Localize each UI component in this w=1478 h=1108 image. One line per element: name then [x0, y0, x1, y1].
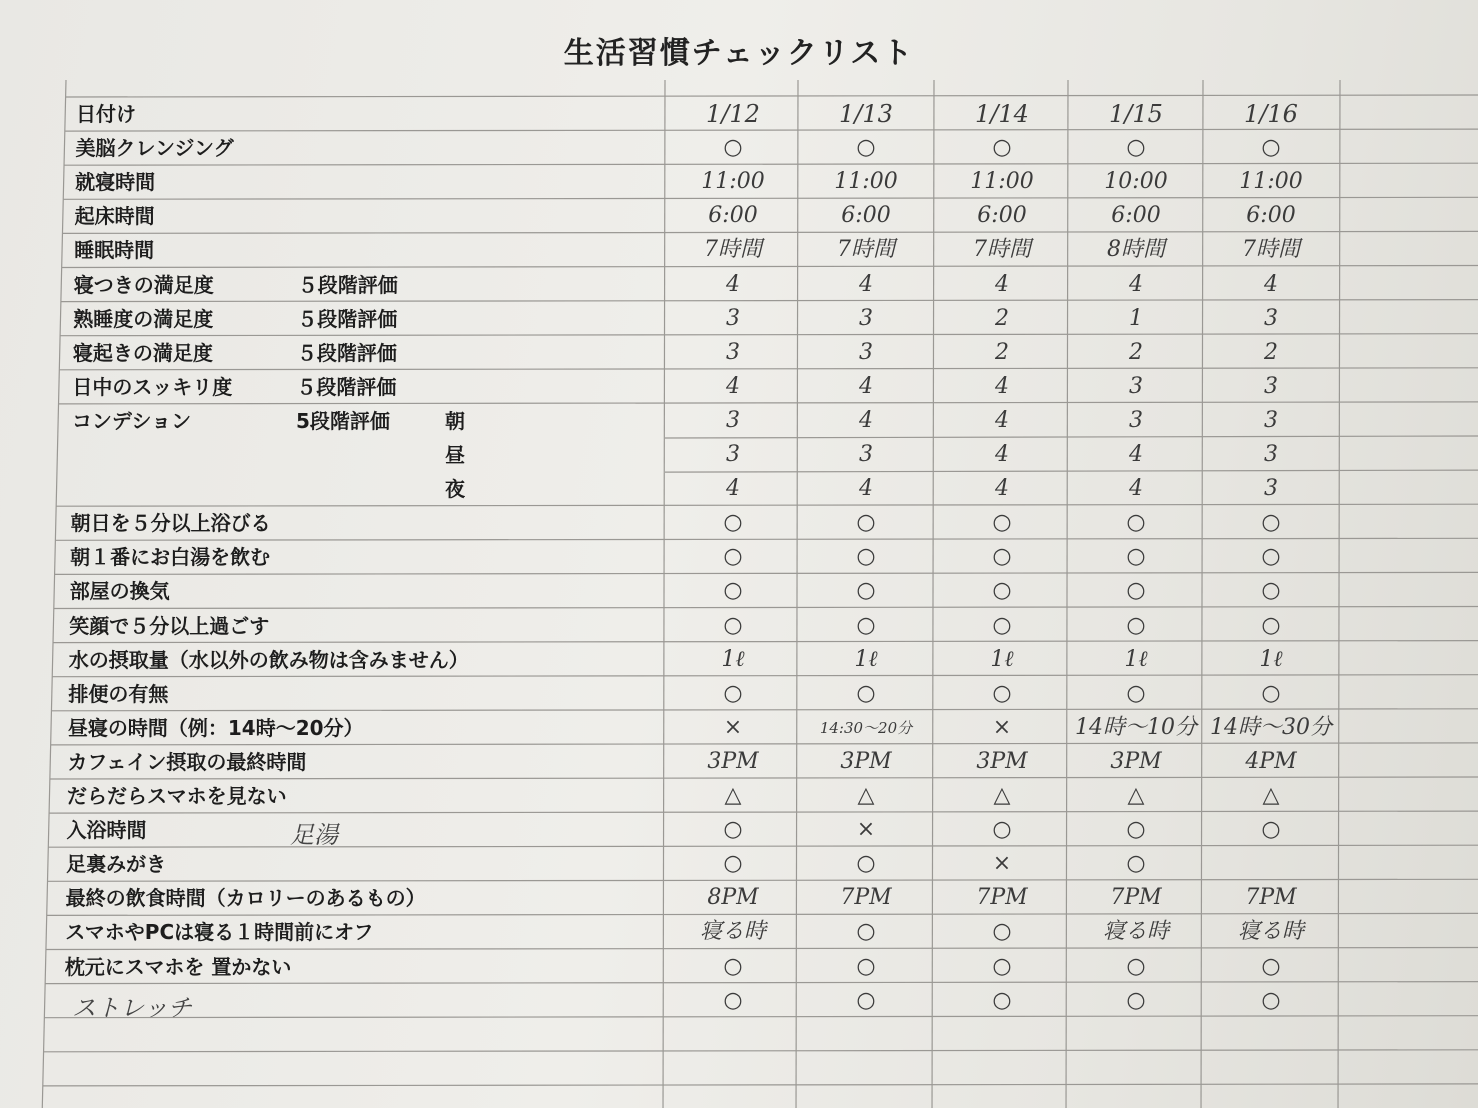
row-label: 昼寝の時間（例：14時〜20分）	[67, 715, 364, 740]
cell-day-3: ○	[992, 612, 1012, 638]
table-row	[0, 881, 1478, 915]
cell-day-3: 11:00	[970, 169, 1034, 195]
cell-day-5: ○	[1261, 817, 1281, 843]
row-label: 部屋の換気	[69, 579, 170, 604]
cell-day-2: ○	[856, 544, 876, 570]
row-label: カフェイン摂取の最終時間	[67, 749, 307, 774]
cell-day-1: 7時間	[704, 237, 762, 263]
cell-day-3: ○	[992, 817, 1012, 843]
cell-day-4: 寝る時	[1102, 919, 1169, 945]
row-label: 美脳クレンジング	[75, 136, 234, 161]
cell-day-1: ○	[723, 612, 743, 638]
cell-day-5: 1/16	[1244, 100, 1298, 128]
table-row	[0, 268, 1478, 302]
cell-day-5: 3	[1264, 373, 1278, 399]
row-label: 朝１番にお白湯を飲む	[70, 545, 271, 570]
cell-day-5: ○	[1261, 510, 1281, 536]
grid-row-line	[44, 1050, 1478, 1052]
cell-day-1: △	[724, 783, 742, 808]
table-row	[0, 984, 1478, 1018]
cell-day-2: 6:00	[841, 203, 891, 229]
table-row	[0, 472, 1478, 506]
cell-day-4: 4	[1129, 442, 1143, 467]
cell-day-3: ○	[992, 510, 1012, 536]
cell-day-3: 1ℓ	[990, 646, 1014, 672]
cell-day-4: ○	[1126, 851, 1146, 877]
cell-day-2: ○	[856, 987, 876, 1013]
cell-day-2: 14:30〜20分	[819, 718, 913, 737]
cell-day-4: 1	[1129, 305, 1143, 331]
cell-day-4: ○	[1126, 135, 1146, 161]
cell-day-1: ○	[723, 987, 743, 1013]
cell-day-3: 7PM	[976, 885, 1028, 911]
cell-day-4: 4	[1129, 476, 1143, 502]
bath-note-handwritten: 足湯	[290, 821, 338, 850]
table-row	[0, 438, 1478, 472]
cell-day-2: 3	[859, 339, 873, 365]
cell-day-5: △	[1262, 783, 1280, 808]
table-row	[0, 199, 1478, 233]
row-label: 水の摂取量（水以外の飲み物は含みません）	[68, 647, 469, 672]
cell-day-1: ○	[723, 851, 743, 877]
rating-scale-label: ５段階評価	[296, 340, 397, 365]
cell-day-1: ○	[723, 953, 743, 979]
cell-day-5: ○	[1261, 612, 1281, 638]
cell-day-2: 3	[859, 442, 873, 467]
cell-day-1: 4	[726, 373, 740, 399]
cell-day-3: 1/14	[975, 100, 1029, 128]
cell-day-1: 4	[726, 476, 740, 502]
table-row	[0, 950, 1478, 984]
table-row	[0, 915, 1478, 949]
cell-day-5: ○	[1261, 680, 1281, 706]
cell-day-2: ○	[856, 680, 876, 706]
table-row	[0, 677, 1478, 711]
cell-day-2: ○	[856, 135, 876, 161]
row-label: 寝つきの満足度	[73, 272, 214, 297]
time-of-day-label: 昼	[445, 443, 465, 467]
row-label: 朝日を５分以上浴びる	[70, 511, 271, 536]
cell-day-1: 1/12	[706, 100, 760, 128]
row-label: コンデション	[71, 408, 192, 433]
cell-day-2: ○	[856, 612, 876, 638]
table-row	[0, 711, 1478, 745]
cell-day-4: 2	[1129, 339, 1143, 365]
cell-day-5: ○	[1261, 578, 1281, 604]
table-row	[0, 404, 1478, 438]
page-title: 生活習慣チェックリスト	[563, 36, 915, 71]
table-row	[0, 506, 1478, 540]
table-row	[0, 540, 1478, 574]
cell-day-4: 3PM	[1110, 748, 1162, 774]
row-label: 排便の有無	[68, 681, 169, 706]
cell-day-1: ○	[723, 544, 743, 570]
cell-day-3: 4	[995, 476, 1009, 502]
cell-day-2: 1ℓ	[854, 646, 878, 672]
cell-day-1: ○	[723, 578, 743, 604]
cell-day-2: 11:00	[834, 169, 898, 195]
cell-day-3: △	[993, 783, 1011, 808]
rating-scale-label: 5段階評価	[295, 408, 390, 433]
row-label: 最終の飲食時間（カロリーのあるもの）	[65, 886, 426, 911]
cell-day-3: 7時間	[973, 237, 1031, 263]
row-label: 就寝時間	[75, 170, 156, 195]
cell-day-2: ○	[856, 919, 876, 945]
cell-day-3: ○	[992, 987, 1012, 1013]
cell-day-3: ×	[992, 714, 1012, 740]
cell-day-4: ○	[1126, 544, 1146, 570]
cell-day-1: ○	[723, 817, 743, 843]
cell-day-4: 4	[1129, 271, 1143, 297]
cell-day-1: 3	[726, 442, 740, 467]
table-row	[0, 233, 1478, 267]
cell-day-2: 4	[859, 407, 873, 433]
cell-day-4: 3	[1129, 407, 1143, 433]
table-row	[0, 336, 1478, 370]
table-row	[0, 609, 1478, 643]
table-row	[0, 847, 1478, 881]
cell-day-1: ×	[723, 714, 743, 740]
cell-day-2: 4	[859, 271, 873, 297]
cell-day-4: ○	[1126, 680, 1146, 706]
cell-day-4: ○	[1126, 817, 1146, 843]
cell-day-2: ×	[856, 817, 876, 843]
cell-day-5: 寝る時	[1237, 919, 1304, 945]
cell-day-5: ○	[1261, 987, 1281, 1013]
cell-day-5: ○	[1261, 953, 1281, 979]
cell-day-1: ○	[723, 510, 743, 536]
cell-day-3: 4	[995, 271, 1009, 297]
cell-day-2: 1/13	[839, 100, 893, 128]
cell-day-5: 3	[1264, 407, 1278, 433]
stretch-label-handwritten: ストレッチ	[72, 993, 192, 1022]
cell-day-1: 6:00	[708, 203, 758, 229]
cell-day-1: ○	[723, 680, 743, 706]
row-label: 日付け	[76, 102, 136, 126]
row-label: 熟睡度の満足度	[73, 306, 214, 331]
cell-day-3: 6:00	[977, 203, 1027, 229]
cell-day-4: ○	[1126, 510, 1146, 536]
cell-day-5: 3	[1264, 476, 1278, 502]
table-row	[0, 165, 1478, 199]
cell-day-3: ○	[992, 544, 1012, 570]
cell-day-1: 寝る時	[699, 919, 766, 945]
table-row	[0, 97, 1478, 131]
cell-day-3: 2	[995, 305, 1009, 331]
cell-day-5: 11:00	[1239, 169, 1303, 195]
row-label: 睡眠時間	[74, 238, 155, 263]
table-row	[0, 745, 1478, 779]
rating-scale-label: ５段階評価	[297, 306, 398, 331]
cell-day-2: △	[857, 783, 875, 808]
cell-day-4: 3	[1129, 373, 1143, 399]
cell-day-2: 7時間	[837, 237, 895, 263]
cell-day-4: ○	[1126, 987, 1146, 1013]
row-label: 枕元にスマホを 置かない	[64, 954, 292, 979]
cell-day-4: 1ℓ	[1124, 646, 1148, 672]
cell-day-5: 3	[1264, 305, 1278, 331]
cell-day-5: 6:00	[1246, 203, 1296, 229]
cell-day-1: 3PM	[707, 748, 759, 774]
cell-day-2: ○	[856, 953, 876, 979]
row-label: 起床時間	[74, 204, 155, 229]
row-label: 寝起きの満足度	[72, 340, 213, 365]
cell-day-2: 4	[859, 373, 873, 399]
row-label: だらだらスマホを見ない	[67, 784, 287, 808]
table-row	[0, 302, 1478, 336]
cell-day-1: 1ℓ	[721, 646, 745, 672]
cell-day-3: ○	[992, 953, 1012, 979]
cell-day-5: 4PM	[1245, 748, 1297, 774]
cell-day-5: 7PM	[1245, 885, 1297, 911]
cell-day-3: ○	[992, 680, 1012, 706]
cell-day-5: 14時〜30分	[1210, 714, 1332, 740]
cell-day-2: 3PM	[840, 748, 892, 774]
cell-day-2: ○	[856, 851, 876, 877]
cell-day-5: 4	[1264, 271, 1278, 297]
cell-day-5: 7時間	[1242, 237, 1300, 263]
cell-day-4: 8時間	[1107, 237, 1165, 263]
time-of-day-label: 朝	[445, 408, 465, 433]
cell-day-4: 14時〜10分	[1075, 714, 1197, 740]
cell-day-4: ○	[1126, 953, 1146, 979]
table-row	[0, 813, 1478, 847]
cell-day-2: 7PM	[840, 885, 892, 911]
rating-scale-label: ５段階評価	[296, 374, 397, 399]
cell-day-4: ○	[1126, 578, 1146, 604]
cell-day-1: 8PM	[707, 885, 759, 911]
cell-day-4: △	[1127, 783, 1145, 808]
cell-day-3: 4	[995, 373, 1009, 399]
rating-scale-label: ５段階評価	[297, 272, 398, 297]
cell-day-3: 4	[995, 442, 1009, 467]
cell-day-2: ○	[856, 510, 876, 536]
cell-day-3: 2	[995, 339, 1009, 365]
table-row	[0, 370, 1478, 404]
cell-day-3: 3PM	[976, 748, 1028, 774]
grid-row-line	[43, 1084, 1478, 1086]
cell-day-4: 7PM	[1110, 885, 1162, 911]
cell-day-2: 3	[859, 305, 873, 331]
cell-day-1: 3	[726, 407, 740, 433]
table-row	[0, 574, 1478, 608]
cell-day-5: 2	[1264, 339, 1278, 365]
cell-day-3: 4	[995, 407, 1009, 433]
cell-day-5	[1203, 847, 1339, 881]
cell-day-4: 1/15	[1109, 100, 1163, 128]
cell-day-1: 11:00	[701, 169, 765, 195]
cell-day-3: ○	[992, 578, 1012, 604]
row-label: 日中のスッキリ度	[72, 374, 233, 399]
time-of-day-label: 夜	[445, 477, 465, 502]
cell-day-4: 10:00	[1104, 169, 1168, 195]
cell-day-5: 1ℓ	[1259, 646, 1283, 672]
cell-day-4: ○	[1126, 612, 1146, 638]
cell-day-4: 6:00	[1111, 203, 1161, 229]
cell-day-3: ○	[992, 919, 1012, 945]
cell-day-1: 3	[726, 305, 740, 331]
row-label: 笑顔で５分以上過ごす	[69, 613, 270, 638]
cell-day-1: 3	[726, 339, 740, 365]
row-label: スマホやPCは寝る１時間前にオフ	[65, 920, 374, 945]
cell-day-1: 4	[726, 271, 740, 297]
table-row	[0, 131, 1478, 165]
cell-day-5: 3	[1264, 442, 1278, 467]
table-row	[0, 779, 1478, 813]
cell-day-5: ○	[1261, 135, 1281, 161]
cell-day-2: 4	[859, 476, 873, 502]
cell-day-1: ○	[723, 135, 743, 161]
row-label: 入浴時間	[66, 818, 147, 843]
cell-day-5: ○	[1261, 544, 1281, 570]
table-row	[0, 643, 1478, 677]
cell-day-3: ×	[992, 851, 1012, 877]
row-label: 足裏みがき	[66, 852, 167, 877]
cell-day-3: ○	[992, 135, 1012, 161]
cell-day-2: ○	[856, 578, 876, 604]
